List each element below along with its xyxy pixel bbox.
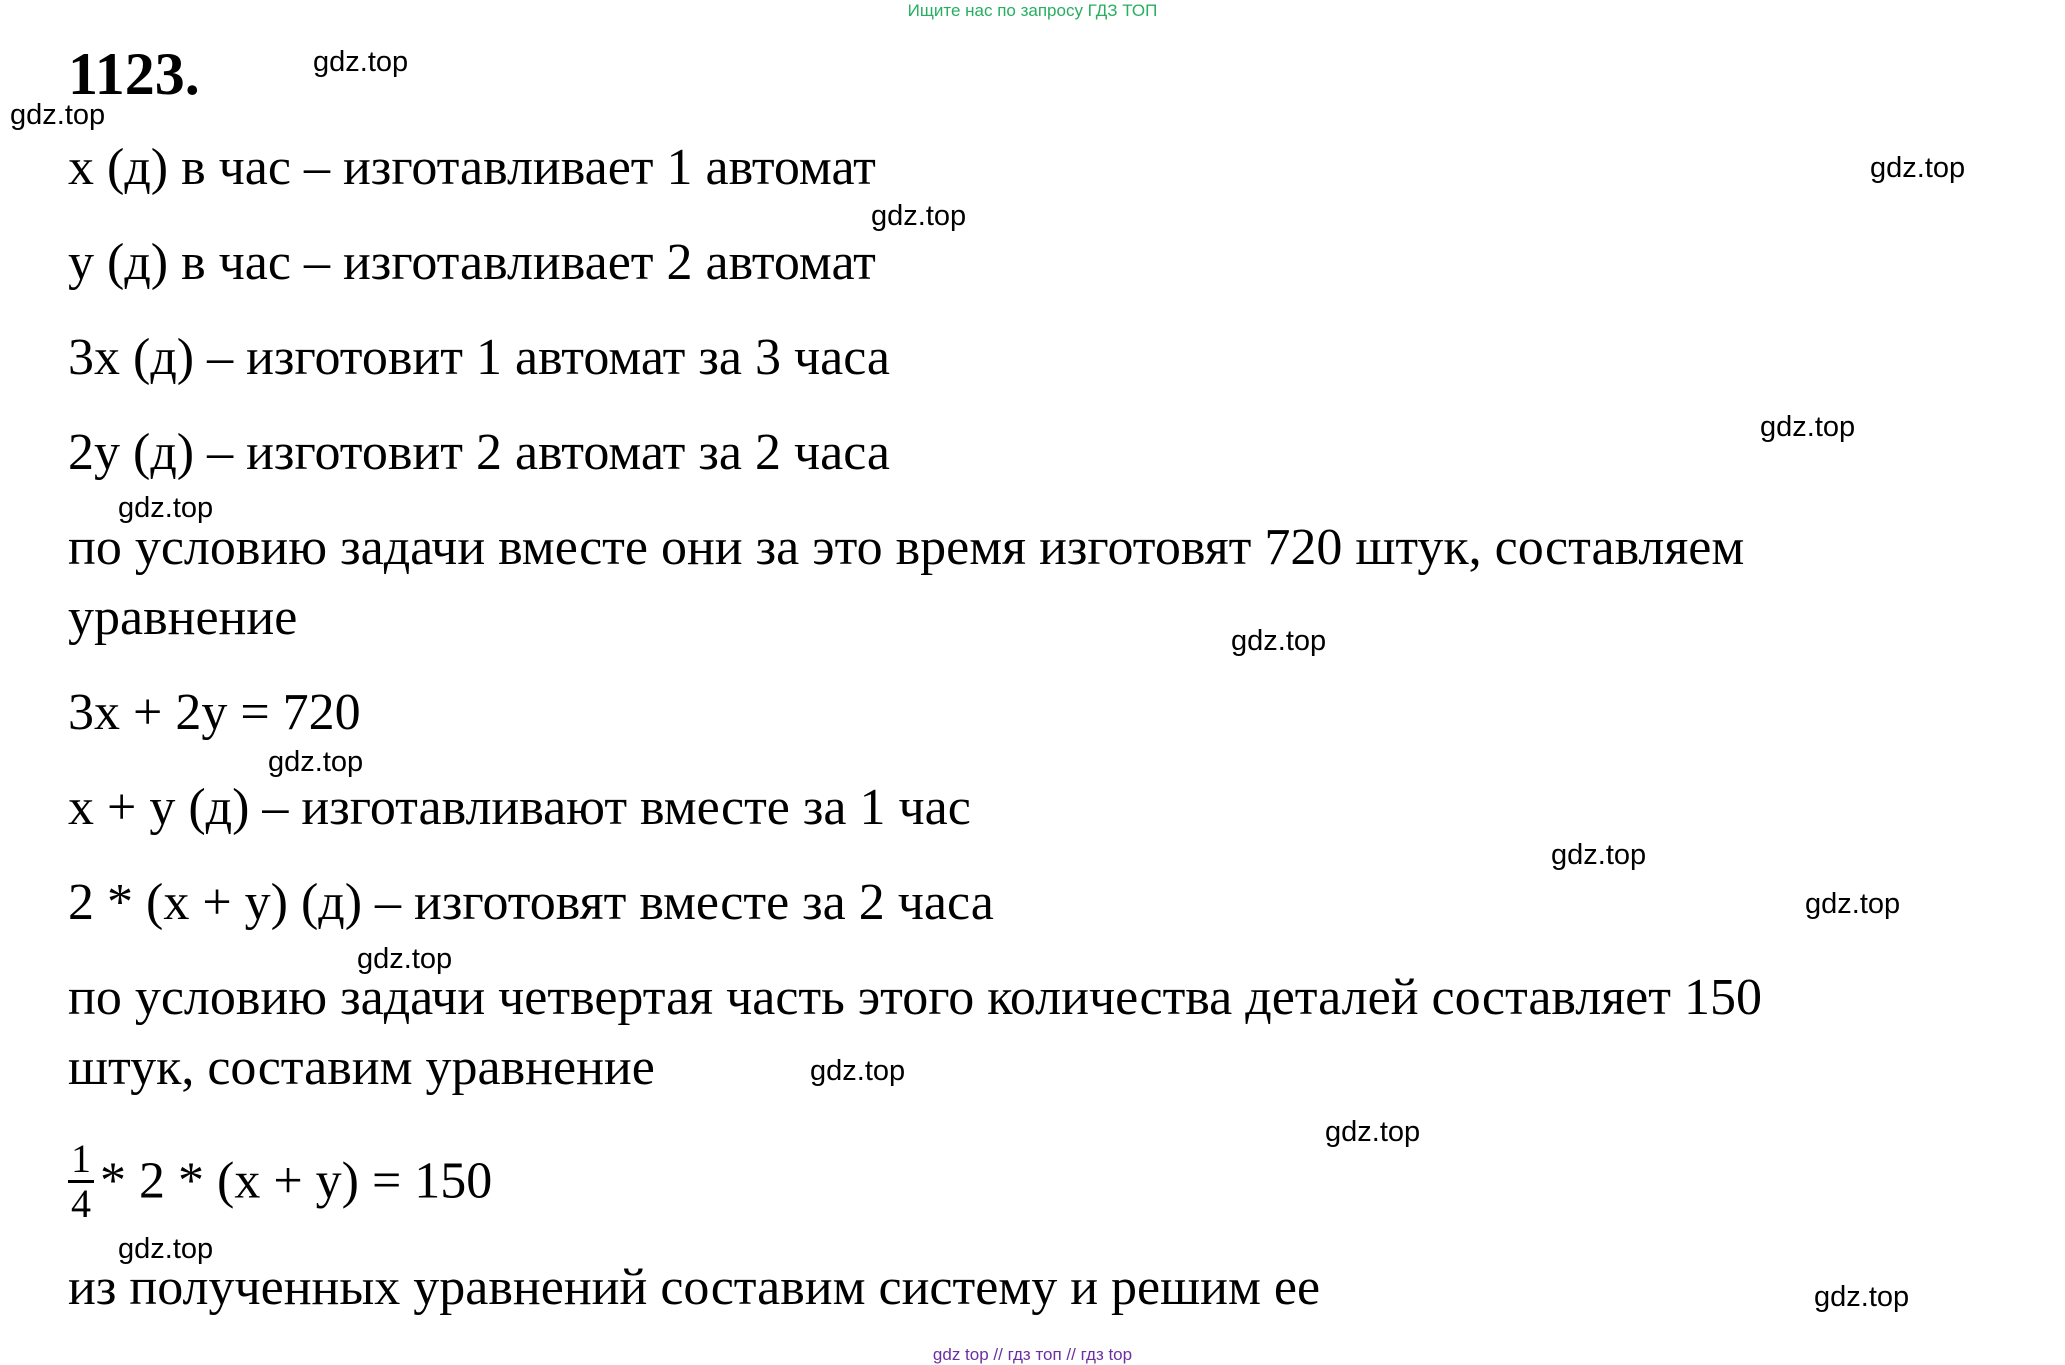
text-line-11: из полученных уравнений составим систему и решим ее — [68, 1259, 1321, 1316]
watermark: gdz.top — [1325, 1116, 1421, 1148]
text-line-2: y (д) в час – изготавливает 2 автомат — [68, 234, 876, 291]
text-line-7: x + y (д) – изготавливают вместе за 1 час — [68, 779, 971, 836]
watermark: gdz.top — [268, 746, 364, 778]
watermark: gdz.top — [118, 492, 214, 524]
fraction-numerator: 1 — [68, 1138, 94, 1183]
fraction-one-quarter — [68, 1138, 94, 1225]
text-line-3: 3x (д) – изготовит 1 автомат за 3 часа — [68, 329, 890, 386]
watermark: gdz.top — [313, 46, 409, 78]
watermark: gdz.top — [1760, 411, 1856, 443]
equation-1: 3x + 2y = 720 — [68, 684, 361, 741]
footer-watermark: gdz top // гдз топ // гдз top — [932, 1345, 1133, 1364]
text-line-9: по условию задачи четвертая часть этого количества деталей составляет 150 — [68, 969, 1762, 1026]
equation-2-text: * 2 * (x + y) = 150 — [100, 1152, 493, 1210]
watermark: gdz.top — [357, 943, 453, 975]
watermark: gdz.top — [810, 1055, 906, 1087]
watermark: gdz.top — [1870, 152, 1966, 184]
problem-number: 1123. — [68, 41, 200, 107]
top-banner: Ищите нас по запросу ГДЗ ТОП — [907, 1, 1158, 20]
watermark: gdz.top — [1231, 625, 1327, 657]
watermark: gdz.top — [1814, 1281, 1910, 1313]
equation-2 — [68, 1136, 493, 1229]
watermark: gdz.top — [1551, 839, 1647, 871]
text-line-8: 2 * (x + y) (д) – изготовят вместе за 2 часа — [68, 874, 994, 931]
text-line-6: уравнение — [68, 589, 298, 646]
fraction-denominator: 4 — [71, 1181, 91, 1226]
text-line-4: 2y (д) – изготовит 2 автомат за 2 часа — [68, 424, 890, 481]
text-line-5: по условию задачи вместе они за это время изготовят 720 штук, составляем — [68, 519, 1745, 576]
watermark: gdz.top — [871, 200, 967, 232]
watermark: gdz.top — [10, 99, 106, 131]
text-line-10: штук, составим уравнение — [68, 1039, 655, 1096]
watermark: gdz.top — [118, 1233, 214, 1265]
watermark: gdz.top — [1805, 888, 1901, 920]
text-line-1: x (д) в час – изготавливает 1 автомат — [68, 139, 876, 196]
